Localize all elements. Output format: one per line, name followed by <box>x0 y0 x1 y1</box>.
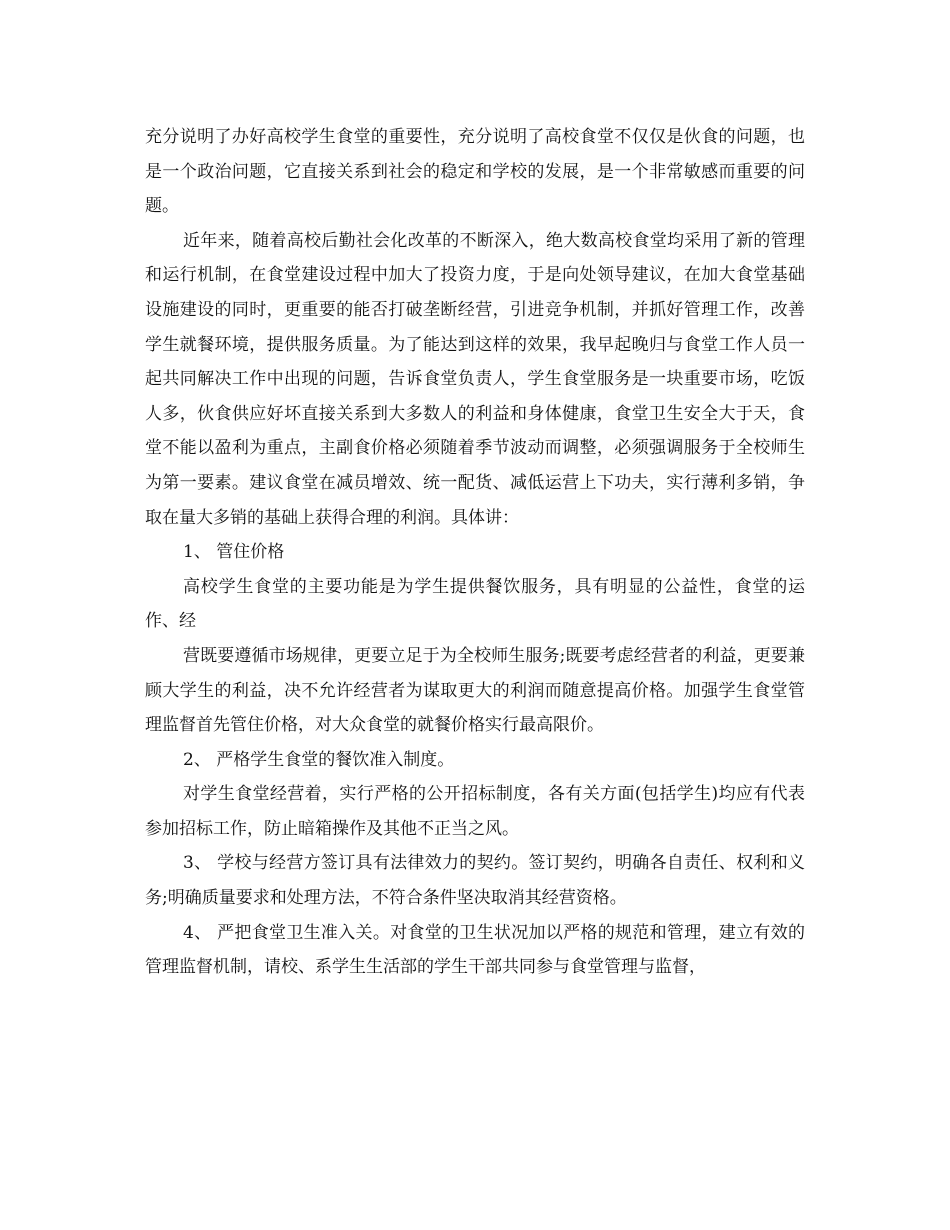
item-1-heading: 1、 管住价格 <box>183 542 285 563</box>
paragraph-5: 对学生食堂经营着，实行严格的公开招标制度，各有关方面(包括学生)均应有代表参加招标工作，防止暗箱操作及其他不正当之风。 <box>145 784 805 839</box>
paragraph-3: 高校学生食堂的主要功能是为学生提供餐饮服务，具有明显的公益性，食堂的运作、经 <box>145 576 805 632</box>
item-2-heading: 2、 严格学生食堂的餐饮准入制度。 <box>183 749 455 770</box>
item-3-paragraph: 3、 学校与经营方签订具有法律效力的契约。签订契约，明确各自责任、权利和义务;明确质量要求和处理方法，不符合条件坚决取消其经营资格。 <box>145 853 805 909</box>
paragraph-4: 营既要遵循市场规律，更要立足于为全校师生服务;既要考虑经营者的利益，更要兼顾大学生的利益，决不允许经营者为谋取更大的利润而随意提高价格。加强学生食堂管理监督首先管住价格，对大众食堂的就餐价格实行最高限价。 <box>145 645 805 736</box>
document-body <box>145 120 805 985</box>
paragraph-1: 充分说明了办好高校学生食堂的重要性，充分说明了高校食堂不仅仅是伙食的问题，也是一个政治问题，它直接关系到社会的稳定和学校的发展，是一个非常敏感而重要的问题。 <box>145 127 805 217</box>
item-4-paragraph: 4、 严把食堂卫生准入关。对食堂的卫生状况加以严格的规范和管理，建立有效的管理监督机制，请校、系学生生活部的学生干部共同参与食堂管理与监督， <box>145 922 805 978</box>
paragraph-2: 近年来，随着高校后勤社会化改革的不断深入，绝大数高校食堂均采用了新的管理和运行机制，在食堂建设过程中加大了投资力度，于是向处领导建议，在加大食堂基础设施建设的同时，更重要的能否打破垄断经营，引进竞争机制，并抓好管理工作，改善学生就餐环境，提供服务质量。为了能达到这样的效果，我早起晚归与食堂工作人员一起共同解决工作中出现的问题，告诉食堂负责人，学生食堂服务是一块重要市场，吃饭人多，伙食供应好坏直接关系到大多数人的利益和身体健康，食堂卫生安全大于天，食堂不能以盈利为重点，主副食价格必须随着季节波动而调整，必须强调服务于全校师生为第一要素。建议食堂在减员增效、统一配货、减低运营上下功夫，实行薄利多销，争取在量大多销的基础上获得合理的利润。具体讲： <box>145 230 805 528</box>
